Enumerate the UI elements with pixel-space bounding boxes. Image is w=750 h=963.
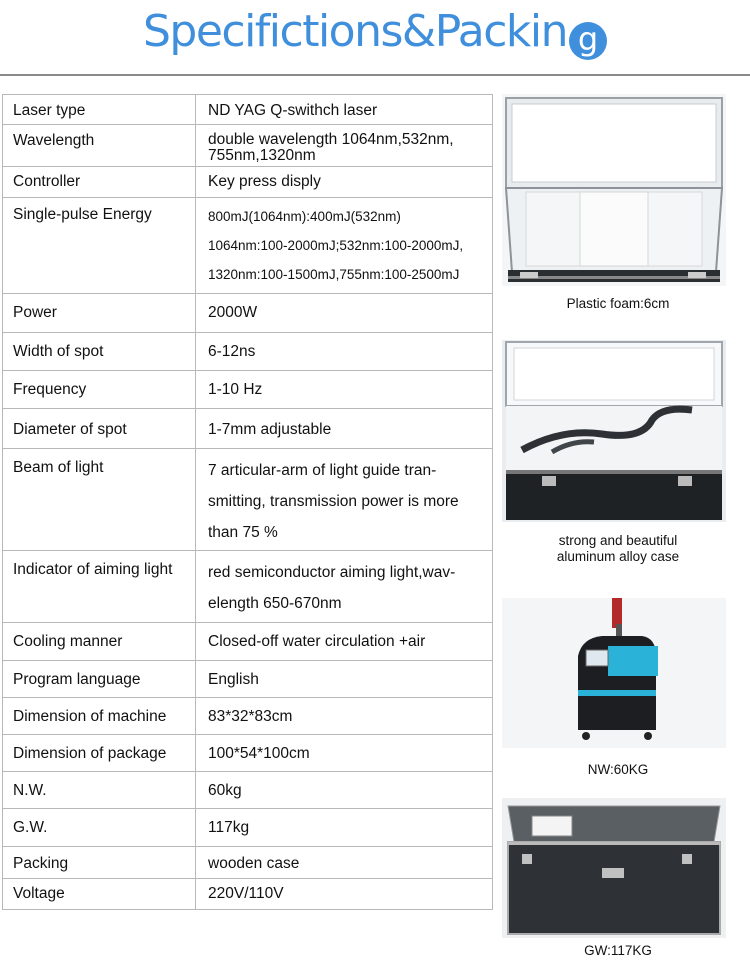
spec-label: Program language	[3, 661, 196, 698]
spec-label: Dimension of package	[3, 735, 196, 772]
open-empty-case-photo	[502, 94, 726, 286]
table-row	[3, 847, 493, 879]
spec-value: 2000W	[196, 294, 493, 333]
page-title: Specifictions&Packin g	[0, 6, 750, 60]
spec-label: Dimension of machine	[3, 698, 196, 735]
table-row	[3, 623, 493, 661]
spec-label: Indicator of aiming light	[3, 551, 196, 623]
spec-value: ND YAG Q-swithch laser	[196, 95, 493, 125]
open-case-with-arm-photo	[502, 340, 726, 522]
photo-caption: Plastic foam:6cm	[566, 296, 670, 311]
spec-label: Packing	[3, 847, 196, 879]
spec-value: English	[196, 661, 493, 698]
table-row	[3, 371, 493, 409]
table-row	[3, 698, 493, 735]
spec-label: Frequency	[3, 371, 196, 409]
spec-value: 83*32*83cm	[196, 698, 493, 735]
table-row	[3, 449, 493, 551]
spec-value: 117kg	[196, 809, 493, 847]
table-row	[3, 333, 493, 371]
spec-value: red semiconductor aiming light,wav- elength 650-670nm	[196, 551, 493, 623]
spec-label: N.W.	[3, 772, 196, 809]
spec-label: Laser type	[3, 95, 196, 125]
laser-machine-photo	[502, 598, 726, 748]
spec-value: 6-12ns	[196, 333, 493, 371]
table-row	[3, 409, 493, 449]
table-row	[3, 735, 493, 772]
spec-value: 100*54*100cm	[196, 735, 493, 772]
table-row	[3, 772, 493, 809]
title-divider	[0, 74, 750, 76]
spec-value: 60kg	[196, 772, 493, 809]
table-row	[3, 167, 493, 198]
spec-label: Wavelength	[3, 125, 196, 167]
spec-value: 1-7mm adjustable	[196, 409, 493, 449]
table-row	[3, 294, 493, 333]
spec-label: Voltage	[3, 879, 196, 910]
table-row	[3, 551, 493, 623]
spec-table	[2, 94, 493, 910]
spec-label: Beam of light	[3, 449, 196, 551]
photo-caption: NW:60KG	[587, 762, 649, 777]
spec-value: Key press disply	[196, 167, 493, 198]
table-row	[3, 198, 493, 294]
spec-label: Power	[3, 294, 196, 333]
table-row	[3, 879, 493, 910]
title-badge: g	[569, 22, 607, 60]
photo-caption: GW:117KG	[584, 943, 652, 958]
spec-label: Controller	[3, 167, 196, 198]
spec-value: 7 articular-arm of light guide tran- smitting, transmission power is more than 75 %	[196, 449, 493, 551]
table-row	[3, 125, 493, 167]
table-row	[3, 95, 493, 125]
spec-value: Closed-off water circulation +air	[196, 623, 493, 661]
spec-label: Width of spot	[3, 333, 196, 371]
spec-label: Diameter of spot	[3, 409, 196, 449]
spec-value: wooden case	[196, 847, 493, 879]
spec-value: 800mJ(1064nm):400mJ(532nm) 1064nm:100-2000mJ;532nm:100-2000mJ, 1320nm:100-1500mJ,755nm:100-2500mJ	[196, 198, 493, 294]
spec-label: G.W.	[3, 809, 196, 847]
spec-value: double wavelength 1064nm,532nm, 755nm,1320nm	[196, 125, 493, 167]
photo-caption: strong and beautiful aluminum alloy case	[556, 533, 680, 564]
table-row	[3, 809, 493, 847]
spec-value: 220V/110V	[196, 879, 493, 910]
spec-label: Cooling manner	[3, 623, 196, 661]
spec-value: 1-10 Hz	[196, 371, 493, 409]
closed-case-photo	[502, 798, 726, 938]
table-row	[3, 661, 493, 698]
spec-label: Single-pulse Energy	[3, 198, 196, 294]
